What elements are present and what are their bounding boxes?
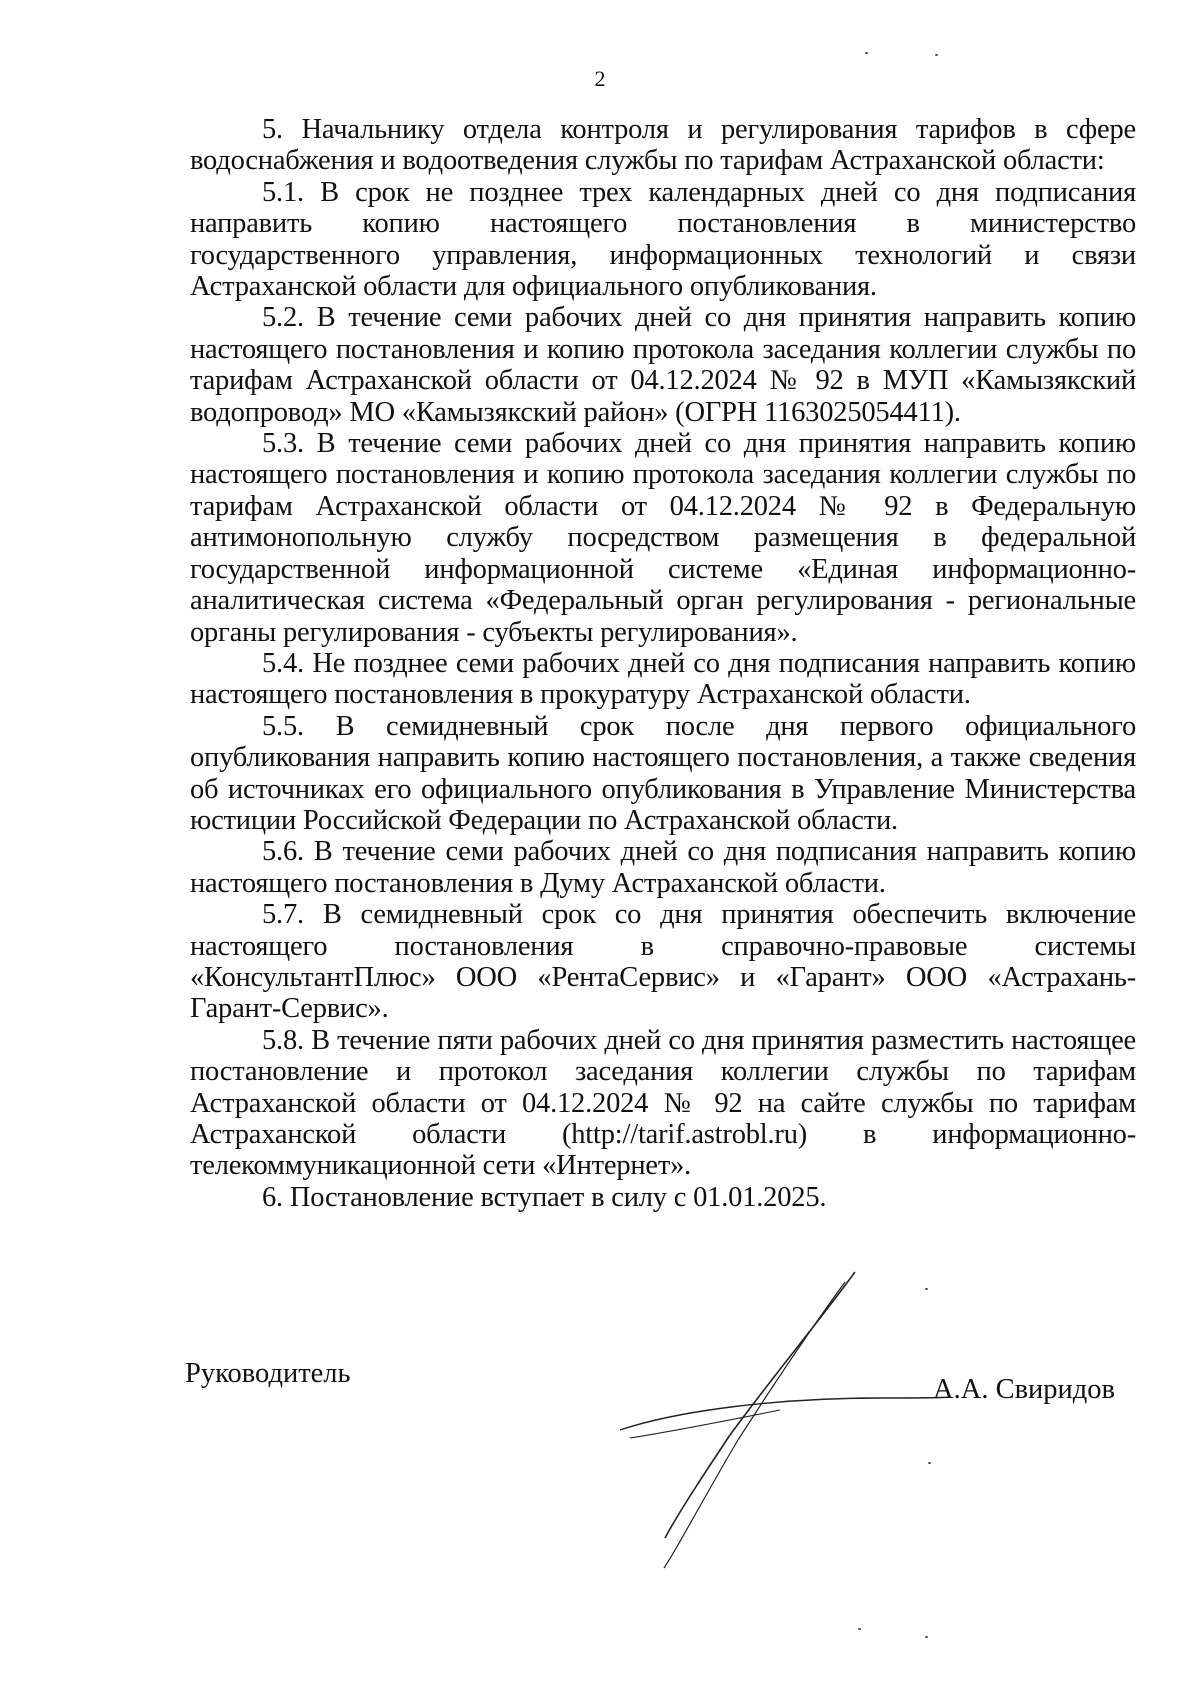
paragraph-5-6: 5.6. В течение семи рабочих дней со дня подписания направить копию настоящего постановления в Думу Астраханской области. [190, 836, 1136, 899]
paragraph-6: 6. Постановление вступает в силу с 01.01.2025. [262, 1181, 827, 1213]
scan-speck [925, 1636, 928, 1638]
scan-speck [935, 54, 938, 56]
handwritten-signature [620, 1270, 980, 1570]
paragraph-5: 5. Начальнику отдела контроля и регулирования тарифов в сфере водоснабжения и водоотведения службы по тарифам Астраханской области: [190, 114, 1136, 177]
scan-speck [865, 52, 868, 54]
scan-speck [925, 1288, 928, 1290]
scan-speck [858, 1628, 861, 1630]
paragraph-5-1: 5.1. В срок не позднее трех календарных дней со дня подписания направить копию настоящего постановления в министерство государственного управления, информационных технологий и связи Астраханской области для официального опубликования. [190, 176, 1136, 303]
page-number: 2 [594, 66, 606, 91]
document-body [190, 114, 1136, 1213]
signatory-name: А.А. Свиридов [933, 1374, 1115, 1405]
paragraph-5-8: 5.8. В течение пяти рабочих дней со дня принятия разместить настоящее постановление и протокол заседания коллегии службы по тарифам Астраханской области от 04.12.2024 № 92 на сайте службы по тарифам Астраханской области (http://tarif.astrobl.ru) в информационно-телекоммуникационной сети «Интернет». [190, 1024, 1136, 1182]
paragraph-5-4: 5.4. Не позднее семи рабочих дней со дня подписания направить копию настоящего постановления в прокуратуру Астраханской области. [190, 647, 1136, 711]
scan-speck [928, 1462, 931, 1464]
paragraph-5-7: 5.7. В семидневный срок со дня принятия обеспечить включение настоящего постановления в справочно-правовые системы «КонсультантПлюс» ООО «РентаСервис» и «Гарант» ООО «Астрахань-Гарант-Сервис». [190, 899, 1136, 1025]
paragraph-5-3: 5.3. В течение семи рабочих дней со дня принятия направить копию настоящего постановления и копию протокола заседания коллегии службы по тарифам Астраханской области от 04.12.2024 № 92 в Федеральную антимонопольную службу посредством размещения в федеральной государственной информационной системе «Единая информационно-аналитическая система «Федеральный орган регулирования - региональные органы регулирования - субъекты регулирования». [190, 428, 1136, 648]
paragraph-5-2: 5.2. В течение семи рабочих дней со дня принятия направить копию настоящего постановления и копию протокола заседания коллегии службы по тарифам Астраханской области от 04.12.2024 № 92 в МУП «Камызякский водопровод» МО «Камызякский район» (ОГРН 1163025054411). [190, 302, 1136, 428]
paragraph-5-5: 5.5. В семидневный срок после дня первого официального опубликования направить копию настоящего постановления, а также сведения об источниках его официального опубликования в Управление Министерства юстиции Российской Федерации по Астраханской области. [190, 710, 1136, 836]
signatory-role: Руководитель [185, 1358, 351, 1389]
